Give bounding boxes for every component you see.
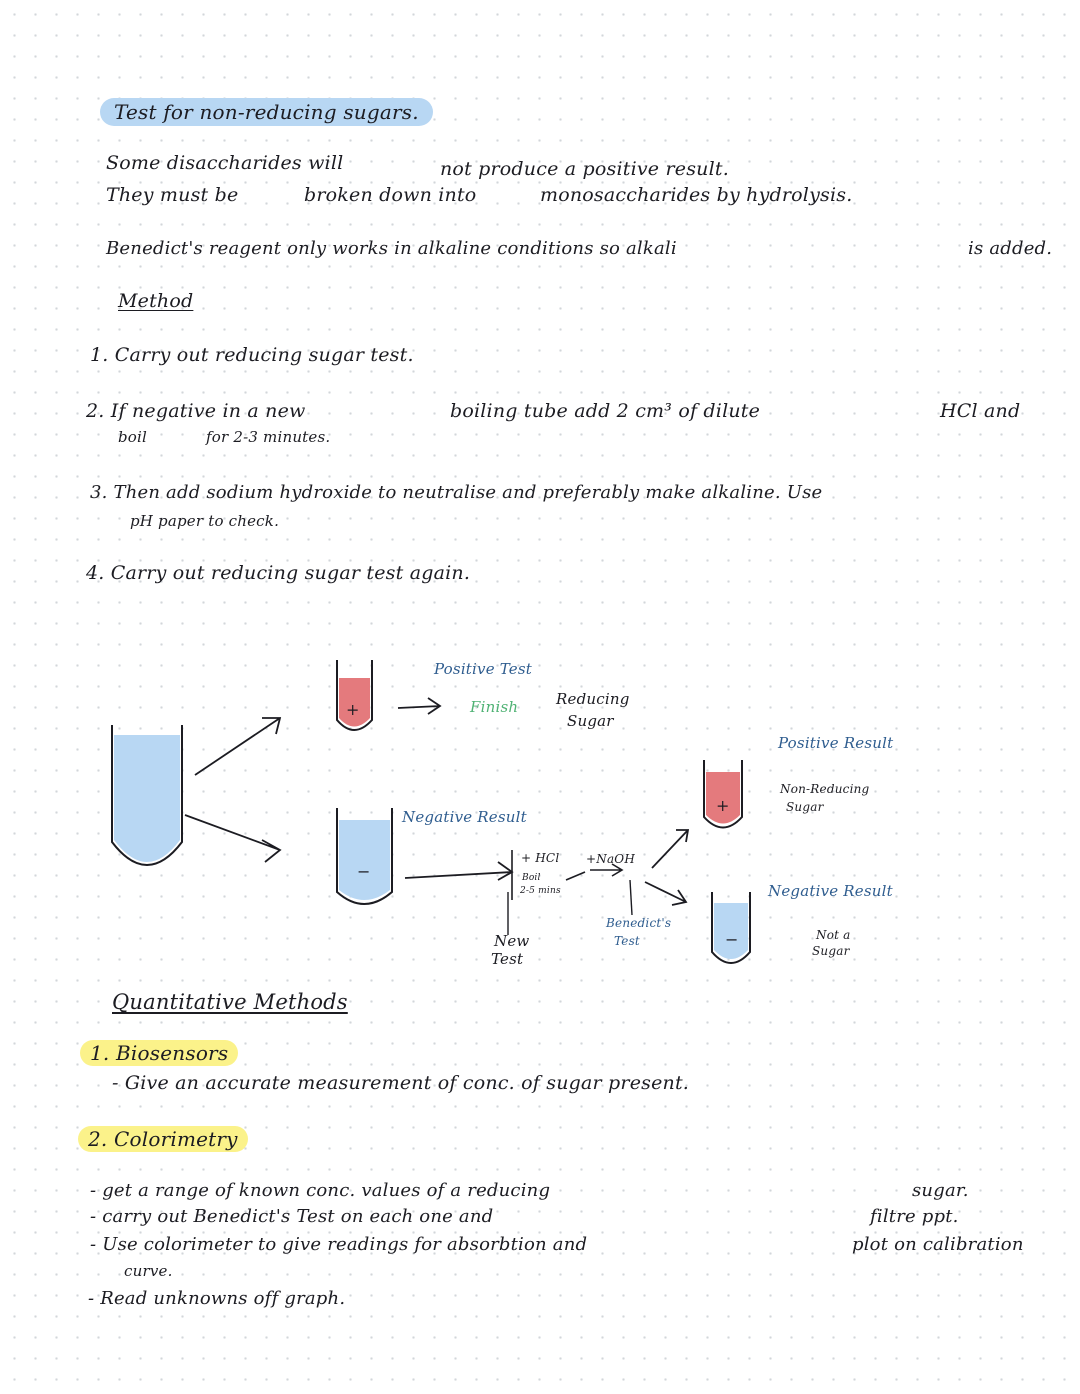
colorimetry-line-2a: - carry out Benedict's Test on each one and: [90, 1206, 494, 1227]
boil-label: Boil: [522, 873, 541, 883]
arrow-finish: [398, 698, 440, 714]
finish-label: Finish: [470, 698, 519, 716]
colorimetry-line-2b: filtre ppt.: [870, 1206, 959, 1227]
arrow-benedicts: [630, 880, 632, 915]
method-step-1: 1. Carry out reducing sugar test.: [90, 344, 414, 366]
negative-result-label-2: Negative Result: [768, 882, 893, 900]
colorimetry-line-3a: - Use colorimeter to give readings for absorbtion and: [90, 1234, 588, 1255]
colorimetry-line-3c: curve.: [124, 1262, 173, 1280]
method-step-2a: 2. If negative in a new: [86, 400, 306, 422]
positive-tube-sign: +: [346, 700, 360, 719]
arrow-up-positive: [652, 830, 688, 868]
colorimetry-line-1b: sugar.: [912, 1180, 969, 1201]
not-a-label: Not a: [816, 928, 851, 942]
arrow-to-hcl: [405, 862, 512, 880]
arrow-down-negative: [645, 882, 686, 905]
intro-line-1a: Some disaccharides will: [106, 152, 344, 174]
colorimetry-line-4: - Read unknowns off graph.: [88, 1288, 346, 1309]
negative-result-label: Negative Result: [402, 808, 527, 826]
new-test-label: Test: [491, 950, 524, 968]
not-a-sugar-label: Sugar: [812, 944, 850, 958]
colorimetry-heading: 2. Colorimetry: [78, 1126, 248, 1152]
intro-line-3b: is added.: [968, 238, 1053, 259]
method-step-4: 4. Carry out reducing sugar test again.: [86, 562, 471, 584]
biosensors-heading: 1. Biosensors: [80, 1040, 238, 1066]
intro-line-2b: broken down into: [304, 184, 477, 206]
naoh-label: +NaOH: [586, 852, 636, 866]
intro-line-3a: Benedict's reagent only works in alkaline conditions so alkali: [106, 238, 677, 259]
positive-result-label: Positive Result: [778, 734, 894, 752]
intro-line-2a: They must be: [106, 184, 239, 206]
boil-time-label: 2-5 mins: [520, 886, 561, 896]
hcl-label: + HCl: [521, 851, 560, 865]
negative-tube-sign: −: [357, 862, 371, 881]
method-step-3b: pH paper to check.: [130, 512, 280, 530]
initial-tube: [114, 735, 180, 862]
colorimetry-line-3b: plot on calibration: [852, 1234, 1024, 1255]
negative-tube: [339, 820, 390, 900]
intro-line-1b: not produce a positive result.: [440, 158, 729, 180]
non-reducing-sugar-label: Sugar: [786, 800, 824, 814]
page-title: Test for non-reducing sugars.: [100, 98, 433, 126]
method-step-2c: HCl and: [940, 400, 1021, 422]
method-step-2e: for 2-3 minutes.: [206, 428, 331, 446]
method-step-2b: boiling tube add 2 cm³ of dilute: [450, 400, 761, 422]
method-step-2d: boil: [118, 428, 148, 446]
final-positive-sign: +: [716, 796, 730, 815]
benedicts-label: Benedict's: [606, 916, 672, 930]
positive-test-label: Positive Test: [434, 660, 532, 678]
quantitative-heading: Quantitative Methods: [112, 990, 348, 1014]
reducing-label: Reducing: [556, 690, 630, 708]
colorimetry-line-1a: - get a range of known conc. values of a reducing: [90, 1180, 551, 1201]
final-negative-sign: −: [725, 930, 739, 949]
biosensors-text: - Give an accurate measurement of conc. of sugar present.: [112, 1072, 690, 1094]
reducing-sugar-label: Sugar: [567, 712, 614, 730]
arrow-to-positive: [195, 718, 280, 775]
arrow-to-negative: [185, 815, 280, 862]
method-step-3a: 3. Then add sodium hydroxide to neutralise and preferably make alkaline. Use: [90, 482, 823, 503]
non-reducing-label: Non-Reducing: [780, 782, 870, 796]
arrow-hcl-naoh: [566, 872, 585, 880]
intro-line-2c: monosaccharides by hydrolysis.: [540, 184, 853, 206]
benedicts-test-label: Test: [614, 934, 640, 948]
new-label: New: [494, 932, 530, 950]
method-heading: Method: [118, 290, 194, 312]
